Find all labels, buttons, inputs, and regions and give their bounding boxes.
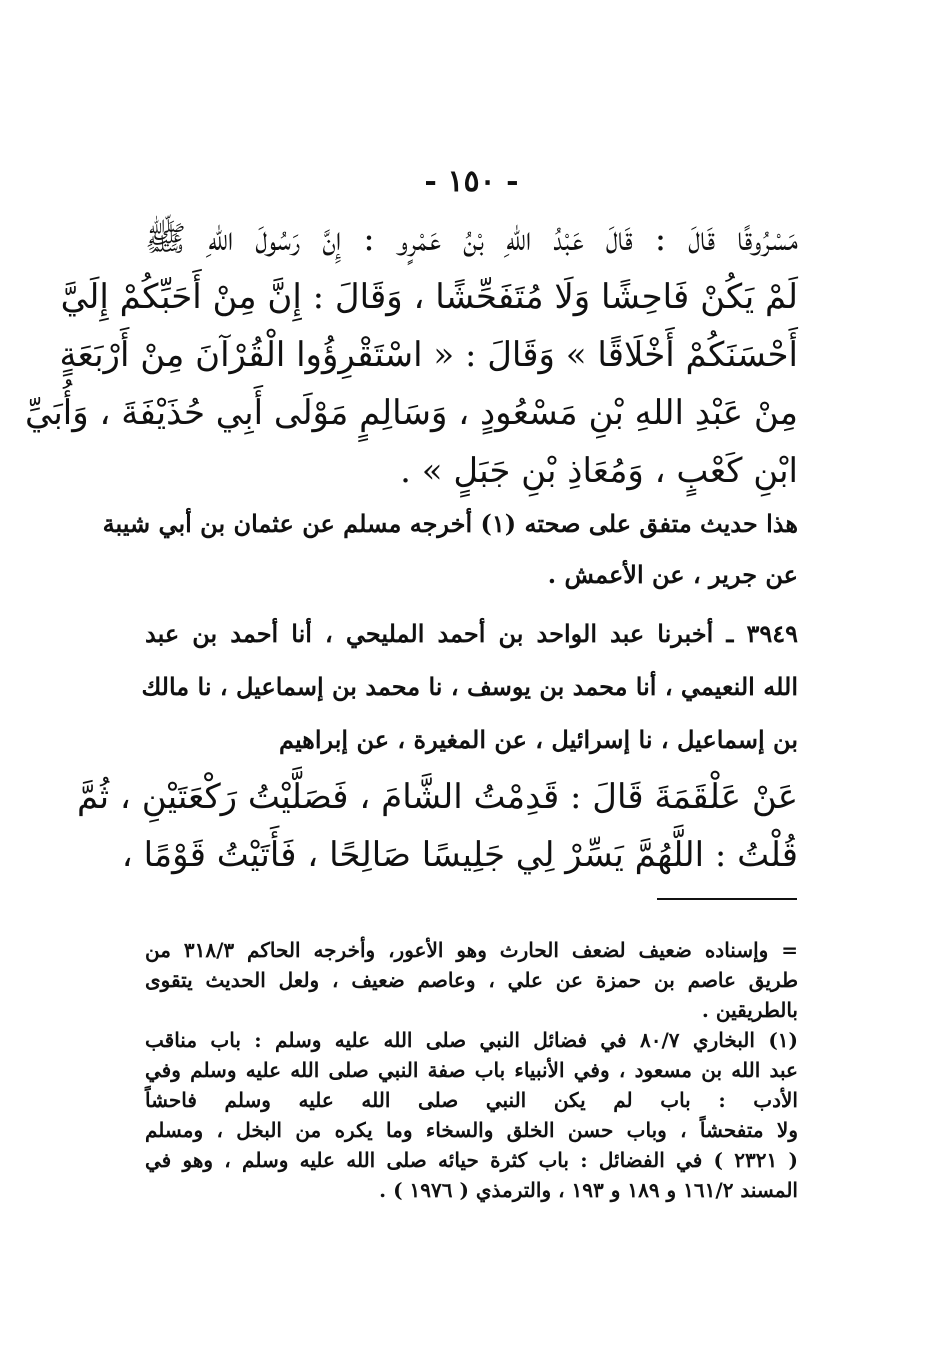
- footnotes: [145, 935, 798, 1205]
- page-number: - ١٥٠ -: [424, 164, 519, 199]
- commentary-line: عن جرير ، عن الأعمش .: [547, 560, 798, 589]
- hadith-commentary: [102, 498, 798, 600]
- footnote-line: = وإسناده ضعيف لضعف الحارث وهو الأعور، وأخرجه الحاكم ٣١٨/٣ من: [145, 938, 798, 962]
- hadith-line: ابْنِ كَعْبٍ ، وَمُعَاذِ بْنِ جَبَلٍ » .: [400, 451, 798, 491]
- isnad-chain: [141, 607, 798, 766]
- hadith-line: مَسْرُوقًا قَالَ : قَالَ عَبْدُ اللهِ بْنُ عَمْرٍو : إِنَّ رَسُولَ اللهِ ﷺ: [145, 219, 798, 259]
- hadith-line: لَمْ يَكُنْ فَاحِشًا وَلَا مُتَفَحِّشًا ، وَقَالَ : إِنَّ مِنْ أَحَبِّكُمْ إِلَيَّ: [60, 277, 798, 317]
- footnote-line: ولا متفحشاً ، وباب حسن الخلق والسخاء وما يكره من البخل ، ومسلم: [145, 1118, 798, 1142]
- footnote-line: بالطريقين .: [701, 998, 798, 1022]
- hadith-line: قُلْتُ : اللَّهُمَّ يَسِّرْ لِي جَلِيسًا صَالِحًا ، فَأَتَيْتُ قَوْمًا ،: [121, 835, 798, 875]
- hadith-line: مِنْ عَبْدِ اللهِ بْنِ مَسْعُودٍ ، وَسَالِمٍ مَوْلَى أَبِي حُذَيْفَةَ ، وَأُبَيِّ: [24, 393, 798, 433]
- narration-line: الله النعيمي ، أنا محمد بن يوسف ، نا محمد بن إسماعيل ، نا مالك: [141, 672, 798, 701]
- hadith-text-2: [77, 768, 798, 884]
- footnote-line: (١) البخاري ٨٠/٧ في فضائل النبي صلى الله عليه وسلم : باب مناقب: [145, 1028, 798, 1052]
- footnote-line: عبد الله بن مسعود ، وفي الأنبياء باب صفة النبي صلى الله عليه وسلم وفي: [145, 1058, 798, 1082]
- footnote-line: الأدب : باب لم يكن النبي صلى الله عليه وسلم فاحشاً: [145, 1088, 798, 1112]
- hadith-text: [24, 210, 798, 500]
- narration-line: ٣٩٤٩ ـ أخبرنا عبد الواحد بن أحمد المليحي ، أنا أحمد بن عبد: [145, 619, 798, 648]
- narration-line: بن إسماعيل ، نا إسرائيل ، عن المغيرة ، عن إبراهيم: [278, 725, 798, 754]
- hadith-line: عَنْ عَلْقَمَةَ قَالَ : قَدِمْتُ الشَّامَ ، فَصَلَّيْتُ رَكْعَتَيْنِ ، ثُمَّ: [77, 777, 798, 817]
- footnote-line: طريق عاصم بن حمزة عن علي ، وعاصم ضعيف ، ولعل الحديث يتقوى: [145, 968, 798, 992]
- commentary-line: هذا حديث متفق على صحته (١) أخرجه مسلم عن عثمان بن أبي شيبة: [102, 509, 798, 538]
- footnote-line: ( ٢٣٢١ ) في الفضائل : باب كثرة حيائه صلى الله عليه وسلم ، وهو في: [145, 1148, 798, 1172]
- footnote-divider: [657, 898, 797, 900]
- footnote-line: المسند ١٦١/٢ و ١٨٩ و ١٩٣ ، والترمذي ( ١٩٧٦ ) .: [379, 1178, 798, 1202]
- hadith-line: أَحْسَنَكُمْ أَخْلَاقًا » وَقَالَ : « اسْتَقْرِؤُوا الْقُرْآنَ مِنْ أَرْبَعَةٍ: [59, 335, 798, 375]
